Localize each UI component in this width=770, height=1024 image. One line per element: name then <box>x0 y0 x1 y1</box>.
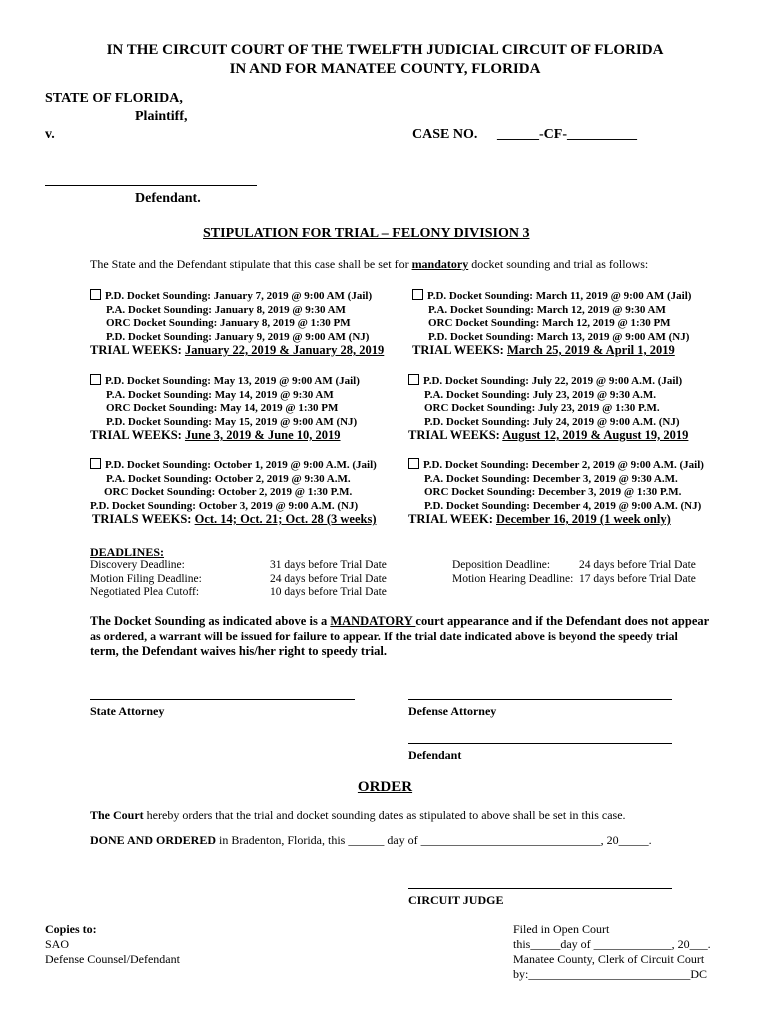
option-block-january: P.D. Docket Sounding: January 7, 2019 @ 9:00 AM (Jail) P.A. Docket Sounding: January 8, 2019 @ 9:30 AM ORC Docket Sounding: January 8, 2019 @ 1:30 PM P.D. Docket Sounding: January 9, 2019 @ 9:00 AM (NJ) TRIAL WEEKS: January 22, 2019 & January 28, 2019 <box>90 290 385 357</box>
court-heading-line2: IN AND FOR MANATEE COUNTY, FLORIDA <box>229 61 541 77</box>
option-checkbox-july[interactable] <box>408 374 419 385</box>
defendant-label: Defendant. <box>135 191 201 206</box>
done-and-ordered-text: DONE AND ORDERED in Bradenton, Florida, this ______ day of ______________________________, 20_____. <box>90 833 652 847</box>
document-title: STIPULATION FOR TRIAL – FELONY DIVISION 3 <box>203 226 530 241</box>
versus-label: v. <box>45 127 55 142</box>
option-checkbox-may[interactable] <box>90 374 101 385</box>
option-checkbox-january[interactable] <box>90 289 101 300</box>
copies-to-block: Copies to: SAO Defense Counsel/Defendant <box>45 922 180 966</box>
deadlines-right-labels: Deposition Deadline: Motion Hearing Deadline: <box>452 559 574 585</box>
mandatory-notice: The Docket Sounding as indicated above is a MANDATORY court appearance and if the Defendant does not appear as ordered, a warrant will be issued for failure to appear. If the trial date indicated above is beyond the speedy trial term, the Defendant waives his/her right to speedy trial. <box>90 614 710 658</box>
court-heading-line1: IN THE CIRCUIT COURT OF THE TWELFTH JUDICIAL CIRCUIT OF FLORIDA <box>106 42 664 58</box>
defense-attorney-signature-line[interactable] <box>408 699 672 700</box>
option-block-december: P.D. Docket Sounding: December 2, 2019 @ 9:00 A.M. (Jail) P.A. Docket Sounding: December 3, 2019 @ 9:30 A.M. ORC Docket Sounding: December 3, 2019 @ 1:30 P.M. P.D. Docket Sounding: December 4, 2019 @ 9:00 A.M. (NJ) TRIAL WEEK: December 16, 2019 (1 week only) <box>408 459 704 526</box>
deadlines-left-labels: Discovery Deadline: Motion Filing Deadline: Negotiated Plea Cutoff: <box>90 559 202 598</box>
option-block-july: P.D. Docket Sounding: July 22, 2019 @ 9:00 A.M. (Jail) P.A. Docket Sounding: July 23, 2019 @ 9:30 A.M. ORC Docket Sounding: July 23, 2019 @ 1:30 P.M. P.D. Docket Sounding: July 24, 2019 @ 9:00 A.M. (NJ) TRIAL WEEKS: August 12, 2019 & August 19, 2019 <box>408 375 689 442</box>
option-checkbox-october[interactable] <box>90 458 101 469</box>
order-text: The Court hereby orders that the trial and docket sounding dates as stipulated to above shall be set in this case. <box>90 808 626 822</box>
state-attorney-signature-line[interactable] <box>90 699 355 700</box>
deadlines-heading: DEADLINES: <box>90 545 165 559</box>
state-of-florida: STATE OF FLORIDA, <box>45 91 183 106</box>
option-block-march: P.D. Docket Sounding: March 11, 2019 @ 9:00 AM (Jail) P.A. Docket Sounding: March 12, 2019 @ 9:30 AM ORC Docket Sounding: March 12, 2019 @ 1:30 PM P.D. Docket Sounding: March 13, 2019 @ 9:00 AM (NJ) TRIAL WEEKS: March 25, 2019 & April 1, 2019 <box>412 290 692 357</box>
option-checkbox-march[interactable] <box>412 289 423 300</box>
deadlines-left-values: 31 days before Trial Date 24 days before Trial Date 10 days before Trial Date <box>270 559 387 598</box>
filed-in-open-court-block: Filed in Open Court this_____day of _____________, 20___. Manatee County, Clerk of Circuit Court by:___________________________DC <box>513 922 711 981</box>
order-heading: ORDER <box>357 779 413 795</box>
defendant-name-line[interactable] <box>45 185 257 186</box>
intro-text: The State and the Defendant stipulate that this case shall be set for mandatory docket sounding and trial as follows: <box>90 257 649 271</box>
defendant-signature-line[interactable] <box>408 743 672 744</box>
option-checkbox-december[interactable] <box>408 458 419 469</box>
state-attorney-label: State Attorney <box>90 704 165 718</box>
judge-signature-line[interactable] <box>408 888 672 889</box>
deadlines-right-values: 24 days before Trial Date 17 days before Trial Date <box>579 559 696 585</box>
defendant-signature-label: Defendant <box>408 748 462 762</box>
case-no-field[interactable]: ______-CF-__________ <box>497 127 637 142</box>
defense-attorney-label: Defense Attorney <box>408 704 497 718</box>
option-block-may: P.D. Docket Sounding: May 13, 2019 @ 9:00 AM (Jail) P.A. Docket Sounding: May 14, 2019 @ 9:30 AM ORC Docket Sounding: May 14, 2019 @ 1:30 PM P.D. Docket Sounding: May 15, 2019 @ 9:00 AM (NJ) TRIAL WEEKS: June 3, 2019 & June 10, 2019 <box>90 375 360 442</box>
option-block-october: P.D. Docket Sounding: October 1, 2019 @ 9:00 A.M. (Jail) P.A. Docket Sounding: October 2, 2019 @ 9:30 A.M. ORC Docket Sounding: October 2, 2019 @ 1:30 P.M. P.D. Docket Sounding: October 3, 2019 @ 9:00 A.M. (NJ) TRIALS WEEKS: Oct. 14; Oct. 21; Oct. 28 (3 weeks) <box>90 459 377 526</box>
plaintiff-label: Plaintiff, <box>135 109 188 124</box>
case-no-label: CASE NO. <box>412 127 478 142</box>
circuit-judge-label: CIRCUIT JUDGE <box>408 893 504 907</box>
